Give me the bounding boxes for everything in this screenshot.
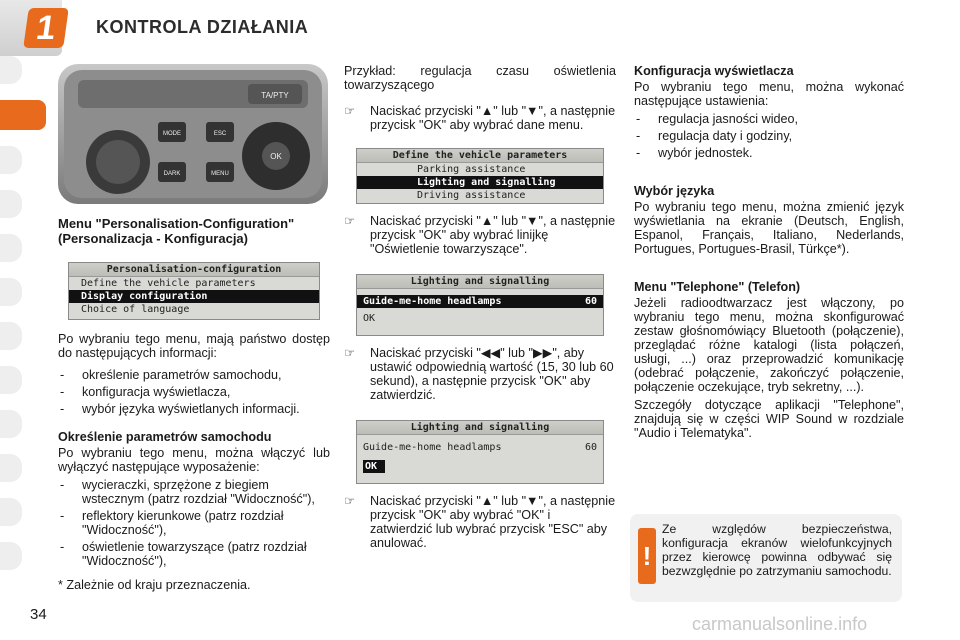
list-item: - regulacja daty i godziny, — [634, 129, 904, 143]
step-4 — [344, 494, 616, 550]
chapter-number: 1 — [23, 8, 69, 48]
language-text: Po wybraniu tego menu, można zmienić język wyświetlania na ekranie (Deutsch, English, Espanol, Français, Italiano, Nederlands, Portugues, Portugues-Brasil, Türkçe*). — [634, 200, 904, 256]
warning-icon: ! — [638, 528, 656, 584]
console-svg — [58, 64, 328, 204]
lcd-title: Lighting and signalling — [357, 275, 603, 289]
side-tab[interactable] — [0, 234, 22, 262]
side-tab[interactable] — [0, 498, 22, 526]
lcd-row-selected: Lighting and signalling — [357, 176, 603, 189]
lcd-ok-selected: OK — [363, 460, 385, 473]
lcd-screen-lighting-1 — [356, 274, 604, 336]
display-config-text: Po wybraniu tego menu, można wykonać następujące ustawienia: — [634, 80, 904, 108]
intro-list — [58, 368, 330, 416]
lcd-ok: OK — [363, 313, 376, 324]
vehicle-params-list — [58, 478, 330, 568]
console-label-esc: ESC — [213, 131, 227, 137]
step-1 — [344, 104, 616, 132]
example-text: Przykład: regulacja czasu oświetlenia towarzyszącego — [344, 64, 616, 92]
column-right — [634, 64, 904, 448]
console-label-menu: MENU — [211, 171, 229, 177]
list-item: - wybór języka wyświetlanych informacji. — [58, 402, 330, 416]
console-label-dark: DARK — [163, 171, 181, 177]
step-2 — [344, 214, 616, 256]
menu-personalisation-heading: Menu "Personalisation-Configuration" (Personalizacja - Konfiguracja) — [58, 216, 295, 246]
step-text: Naciskać przyciski "▲" lub "▼", a następnie przycisk "OK" aby wybrać "OK" i zatwierdzić lub wybrać przycisk "ESC" aby anulować. — [370, 494, 616, 550]
lcd-row: Choice of language — [81, 304, 190, 315]
step-text: Naciskać przyciski "◀◀" lub "▶▶", aby ustawić odpowiednią wartość (15, 30 lub 60 sekund), a następnie przycisk "OK" aby zatwierdzić. — [370, 346, 614, 402]
pointing-finger-icon: ☞ — [344, 346, 356, 360]
console-label-ok: OK — [270, 152, 282, 161]
side-tab[interactable] — [0, 410, 22, 438]
telephone-text-2: Szczegóły dotyczące aplikacji "Telephone", znajdują się w części WIP Sound w rozdziale "Audio i Telematyka". — [634, 398, 904, 440]
side-tab[interactable] — [0, 366, 22, 394]
watermark: carmanualsonline.info — [692, 614, 868, 634]
lcd-row: Driving assistance — [417, 190, 526, 201]
display-config-heading: Konfiguracja wyświetlacza — [634, 64, 794, 78]
footnote: * Zależnie od kraju przeznaczenia. — [58, 578, 251, 592]
list-item: - konfiguracja wyświetlacza, — [58, 385, 330, 399]
list-item: - reflektory kierunkowe (patrz rozdział "Widoczność"), — [58, 509, 330, 537]
vehicle-params-text: Po wybraniu tego menu, można włączyć lub wyłączyć następujące wyposażenie: — [58, 446, 330, 474]
pointing-finger-icon: ☞ — [344, 104, 356, 118]
side-tab[interactable] — [0, 56, 22, 84]
lcd-row-label: Guide-me-home headlamps — [363, 296, 502, 307]
language-heading: Wybór języka — [634, 184, 715, 198]
side-tab[interactable] — [0, 322, 22, 350]
warning-text: Ze względów bezpieczeństwa, konfiguracja ekranów wielofunkcyjnych przez kierowcę powinna odbywać się bezwzględnie po zatrzymaniu samochodu. — [662, 522, 892, 578]
lcd-row-label: Guide-me-home headlamps — [363, 442, 502, 453]
lcd-screen-lighting-2 — [356, 420, 604, 484]
side-tabs — [0, 56, 22, 586]
radio-console-photo — [58, 64, 328, 204]
telephone-text: Jeżeli radioodtwarzacz jest włączony, po wybraniu tego menu, można skonfigurować zestaw głośnomówiący Bluetooth (połączenie), przeglądać różne katalogi (lista połączeń, usługi, ...) oraz przeprowadzić komunikację (odebrać połączenie, zakończyć połączenie, połączenie oczekujące, tryb sekretny, ...). — [634, 296, 904, 394]
lcd-screen-vehicle-params — [356, 148, 604, 204]
step-text: Naciskać przyciski "▲" lub "▼", a następnie przycisk "OK" aby wybrać linijkę "Oświetlenie towarzyszące". — [370, 214, 616, 256]
lcd-row-selected: Display configuration — [69, 290, 319, 303]
pointing-finger-icon: ☞ — [344, 214, 356, 228]
side-tab[interactable] — [0, 278, 22, 306]
lcd-row-selected — [357, 295, 603, 308]
lcd-row — [357, 441, 603, 454]
page-number: 34 — [30, 606, 47, 623]
console-label-tapty: TA/PTY — [261, 91, 289, 100]
column-left — [58, 64, 330, 600]
lcd-title: Define the vehicle parameters — [357, 149, 603, 163]
side-tab[interactable] — [0, 146, 22, 174]
lcd-row: Define the vehicle parameters — [81, 278, 256, 289]
list-item: - wycieraczki, sprzężone z biegiem wstecznym (patrz rozdział "Widoczność"), — [58, 478, 330, 506]
lcd-row: Parking assistance — [417, 164, 526, 175]
safety-warning-box — [630, 514, 902, 602]
lcd-title: Lighting and signalling — [357, 421, 603, 435]
side-tab[interactable] — [0, 454, 22, 482]
list-item: - określenie parametrów samochodu, — [58, 368, 330, 382]
intro-text: Po wybraniu tego menu, mają państwo dostęp do następujących informacji: — [58, 332, 330, 360]
console-label-mode: MODE — [163, 131, 181, 137]
lcd-screen-personalisation — [68, 262, 320, 320]
list-item: - oświetlenie towarzyszące (patrz rozdział "Widoczność"), — [58, 540, 330, 568]
lcd-value: 60 — [584, 442, 597, 453]
telephone-heading: Menu "Telephone" (Telefon) — [634, 280, 801, 294]
list-item: - regulacja jasności wideo, — [634, 112, 904, 126]
pointing-finger-icon: ☞ — [344, 494, 356, 508]
display-config-list — [634, 112, 904, 160]
vehicle-params-heading: Określenie parametrów samochodu — [58, 430, 272, 444]
side-tab[interactable] — [0, 542, 22, 570]
side-tab[interactable] — [0, 190, 22, 218]
step-3 — [344, 346, 616, 402]
lcd-value: 60 — [584, 296, 597, 307]
list-item: - wybór jednostek. — [634, 146, 904, 160]
lcd-title: Personalisation-configuration — [69, 263, 319, 277]
side-tab-active[interactable] — [0, 100, 46, 130]
page-title: KONTROLA DZIAŁANIA — [96, 17, 309, 37]
step-text: Naciskać przyciski "▲" lub "▼", a następnie przycisk "OK" aby wybrać dane menu. — [370, 104, 616, 132]
column-middle — [344, 64, 616, 556]
